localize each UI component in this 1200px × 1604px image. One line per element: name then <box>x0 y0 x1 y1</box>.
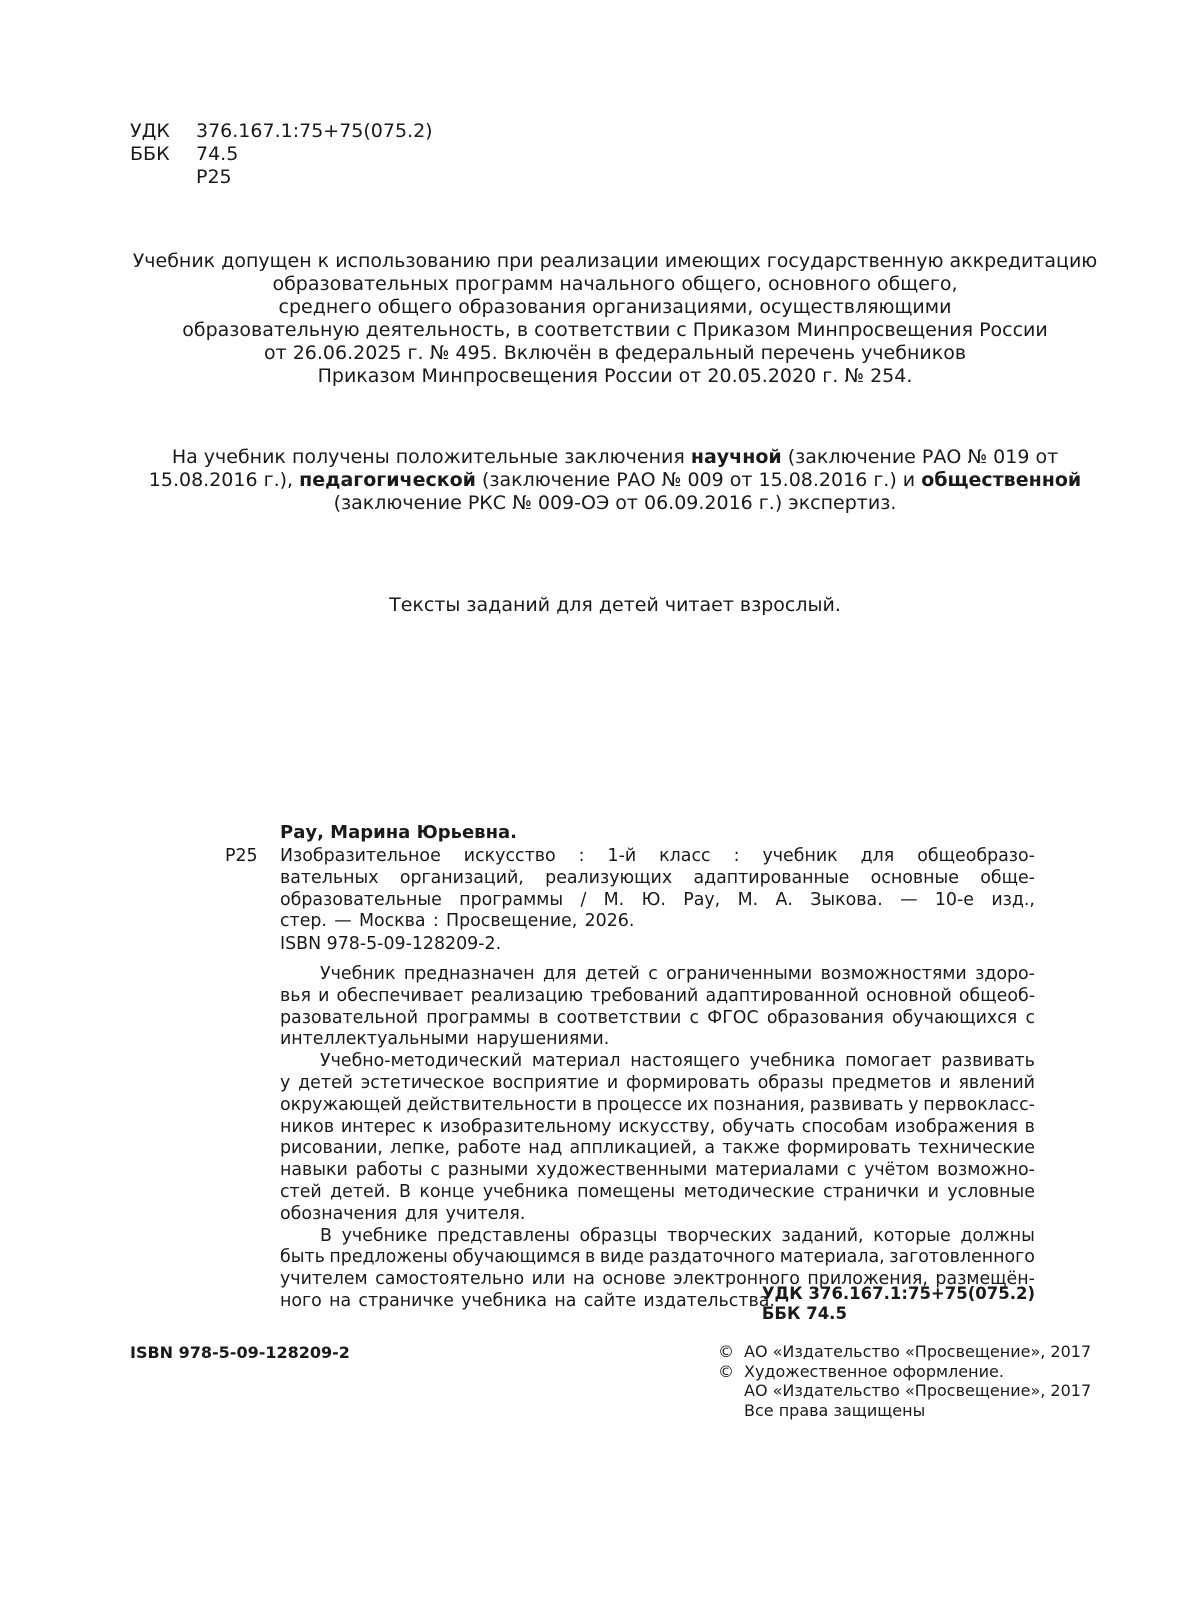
catalog-bbk: ББК 74.5 <box>761 1304 847 1323</box>
classification-codes <box>130 120 433 189</box>
annotation-line: разовательной программы в соответствии с ФГОС образования обучающихся с <box>280 1007 1035 1028</box>
approval-line: Приказом Минпросвещения России от 20.05.2020 г. № 254. <box>317 365 913 387</box>
annotation-line: навыки работы с разными художественными материалами с учётом возможно- <box>280 1160 1035 1181</box>
catalog-author: Рау, Марина Юрьевна. <box>280 822 517 843</box>
catalog-code: Р25 <box>225 846 258 866</box>
udk-value: 376.167.1:75+75(075.2) <box>196 120 433 142</box>
catalog-description <box>280 846 1035 933</box>
annotation-line: Учебно-методический материал настоящего учебника помогает развивать <box>320 1051 1035 1072</box>
bbk-label: ББК <box>130 143 170 165</box>
catalog-isbn: ISBN 978-5-09-128209-2. <box>280 934 502 954</box>
annotation-line: вья и обеспечивает реализацию требований адаптированной основной общеоб- <box>280 985 1035 1006</box>
udk-label: УДК <box>130 120 170 142</box>
review-public: общественной <box>921 469 1082 491</box>
annotation-line: интеллектуальными нарушениями. <box>280 1029 610 1050</box>
approval-line: образовательных программ начального общего, основного общего, <box>272 273 958 295</box>
rights-reserved: Все права защищены <box>744 1400 926 1420</box>
annotation-line: В учебнике представлены образцы творческих заданий, которые должны <box>320 1225 1035 1246</box>
copyright-block <box>718 1342 1091 1420</box>
reviews-line: (заключение РКС № 009-ОЭ от 06.09.2016 г.) экспертиз. <box>333 492 897 514</box>
annotation-line: стей детей. В конце учебника помещены методические странички и условные <box>280 1181 1035 1202</box>
annotation-line: ников интерес к изобразительному искусству, обучать способам изображения в <box>280 1116 1035 1137</box>
isbn: ISBN 978-5-09-128209-2 <box>130 1343 350 1362</box>
approval-notice <box>100 250 1130 388</box>
review-pedagogical: педагогической <box>299 469 476 491</box>
copyright-line: АО «Издательство «Просвещение», 2017 <box>744 1342 1092 1361</box>
author-mark: Р25 <box>196 166 232 188</box>
reviews-line: 15.08.2016 г.), педагогической (заключение РАО № 009 от 15.08.2016 г.) и общественной <box>148 469 1082 491</box>
catalog-body-line: образовательные программы / М. Ю. Рау, М. А. Зыкова. — 10-е изд., <box>280 889 1035 910</box>
review-scientific: научной <box>690 446 782 468</box>
expert-reviews <box>100 446 1130 515</box>
catalog-body-line: вательных организаций, реализующих адаптированные основные обще- <box>280 867 1035 888</box>
bbk-value: 74.5 <box>196 143 239 165</box>
catalog-body-line: Изобразительное искусство : 1-й класс : учебник для общеобразо- <box>280 846 1035 866</box>
annotation-line: у детей эстетическое восприятие и формировать образы предметов и явлений <box>280 1072 1035 1093</box>
annotation-line: рисовании, лепке, работе над аппликацией, а также формировать технические <box>280 1138 1035 1159</box>
annotation-line: окружающей действительности в процессе их познания, развивать у первокласс- <box>280 1094 1035 1115</box>
annotation-line: обозначения для учителя. <box>280 1203 526 1224</box>
annotation-line: Учебник предназначен для детей с ограниченными возможностями здоро- <box>320 964 1035 984</box>
catalog-body-line: стер. — Москва : Просвещение, 2026. <box>280 911 635 932</box>
annotation-line: ного на страничке учебника на сайте издательства. <box>280 1290 775 1311</box>
approval-line: среднего общего образования организациями, осуществляющими <box>278 296 952 318</box>
annotation-line: быть предложены обучающимся в виде раздаточного материала, заготовленного <box>280 1247 1035 1268</box>
annotation-line: учителем самостоятельно или на основе электронного приложения, размещён- <box>280 1269 1035 1290</box>
catalog-annotation <box>280 964 1035 1313</box>
copyright-symbol: © <box>718 1342 734 1361</box>
copyright-line: АО «Издательство «Просвещение», 2017 <box>744 1381 1092 1400</box>
copyright-line: Художественное оформление. <box>744 1361 1004 1381</box>
catalog-classification <box>762 1284 1035 1324</box>
catalog-udk: УДК 376.167.1:75+75(075.2) <box>761 1284 1035 1303</box>
reviews-line: На учебник получены положительные заключения научной (заключение РАО № 019 от <box>171 446 1059 468</box>
approval-line: от 26.06.2025 г. № 495. Включён в федеральный перечень учебников <box>263 342 967 364</box>
copyright-symbol: © <box>718 1361 734 1381</box>
reader-note: Тексты заданий для детей читает взрослый. <box>389 594 841 616</box>
approval-line: образовательную деятельность, в соответствии с Приказом Минпросвещения России <box>182 319 1048 341</box>
approval-line: Учебник допущен к использованию при реализации имеющих государственную аккредитацию <box>132 250 1098 272</box>
